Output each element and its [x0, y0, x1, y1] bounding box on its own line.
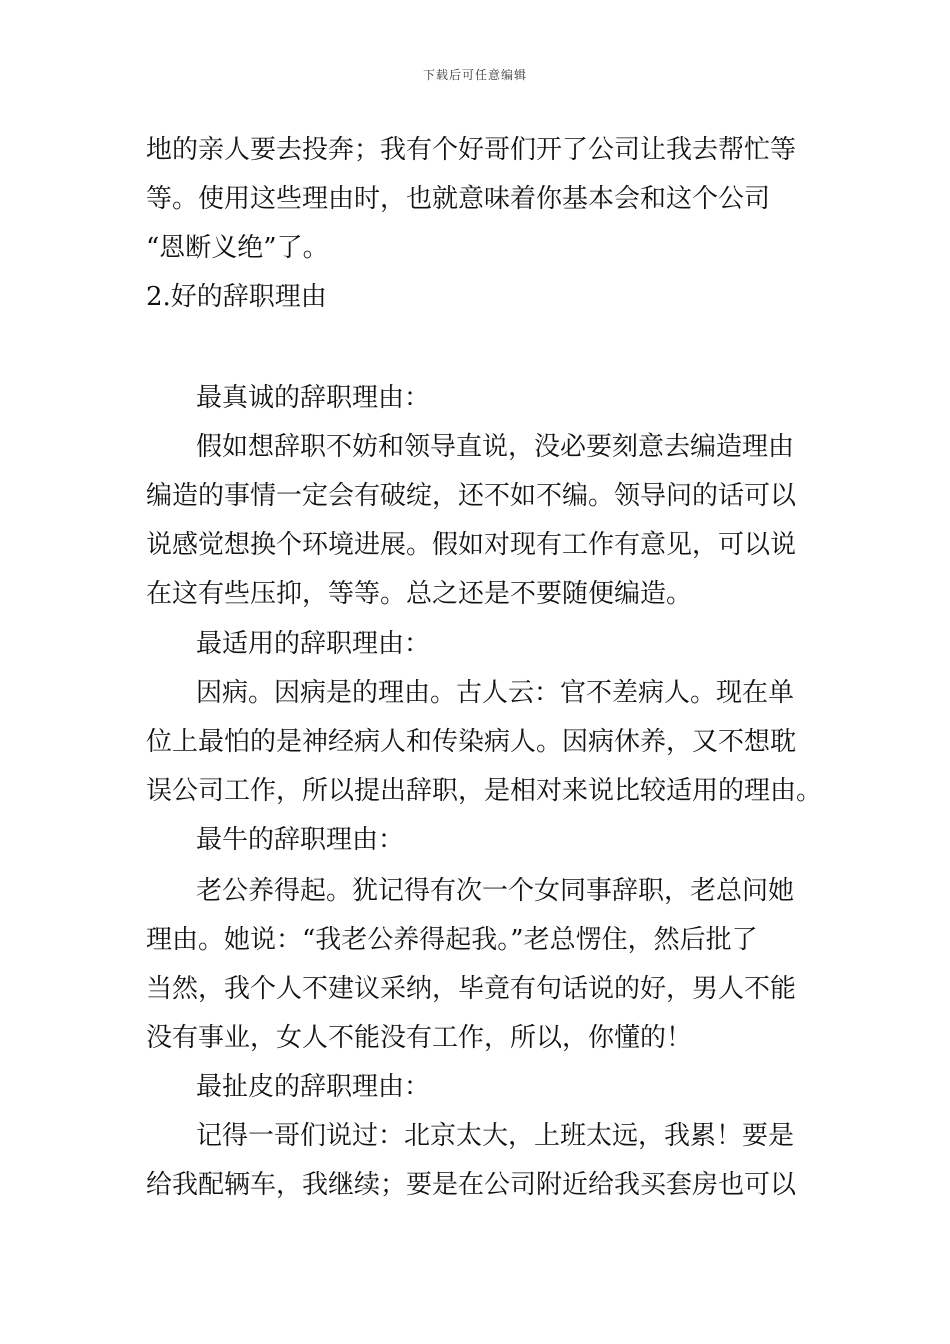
paragraph-line: 在这有些压抑，等等。总之还是不要随便编造。 — [146, 579, 693, 609]
paragraph-line: “恩断义绝”了。 — [146, 233, 329, 263]
paragraph-line: 老公养得起。犹记得有次一个女同事辞职，老总问她 — [196, 876, 795, 906]
paragraph-line: 等。使用这些理由时，也就意味着你基本会和这个公司 — [146, 184, 771, 214]
paragraph-line: 记得一哥们说过：北京太大，上班太远，我累！要是 — [196, 1121, 795, 1151]
page-header: 下载后可任意编辑 — [422, 68, 527, 82]
paragraph-line: 给我配辆车，我继续；要是在公司附近给我买套房也可以 — [146, 1170, 797, 1200]
paragraph-line: 当然，我个人不建议采纳，毕竟有句话说的好，男人不能 — [146, 974, 797, 1004]
subsection-heading: 最真诚的辞职理由： — [196, 383, 431, 413]
section-heading: 2.好的辞职理由 — [146, 282, 327, 312]
paragraph-line: 地的亲人要去投奔；我有个好哥们开了公司让我去帮忙等 — [146, 135, 797, 165]
paragraph-line: 误公司工作，所以提出辞职，是相对来说比较适用的理由。 — [146, 776, 823, 806]
subsection-heading: 最牛的辞职理由： — [196, 825, 405, 855]
paragraph-line: 假如想辞职不妨和领导直说，没必要刻意去编造理由 — [196, 432, 795, 462]
paragraph-line: 位上最怕的是神经病人和传染病人。因病休养，又不想耽 — [146, 727, 797, 757]
subsection-heading: 最扯皮的辞职理由： — [196, 1072, 431, 1102]
paragraph-line: 没有事业，女人不能没有工作，所以，你懂的！ — [146, 1023, 693, 1053]
paragraph-line: 说感觉想换个环境进展。假如对现有工作有意见，可以说 — [146, 530, 797, 560]
paragraph-line: 因病。因病是的理由。古人云：官不差病人。现在单 — [196, 678, 795, 708]
subsection-heading: 最适用的辞职理由： — [196, 629, 431, 659]
paragraph-line: 理由。她说：“我老公养得起我。”老总愣住，然后批了 — [146, 925, 758, 955]
paragraph-line: 编造的事情一定会有破绽，还不如不编。领导问的话可以 — [146, 481, 797, 511]
